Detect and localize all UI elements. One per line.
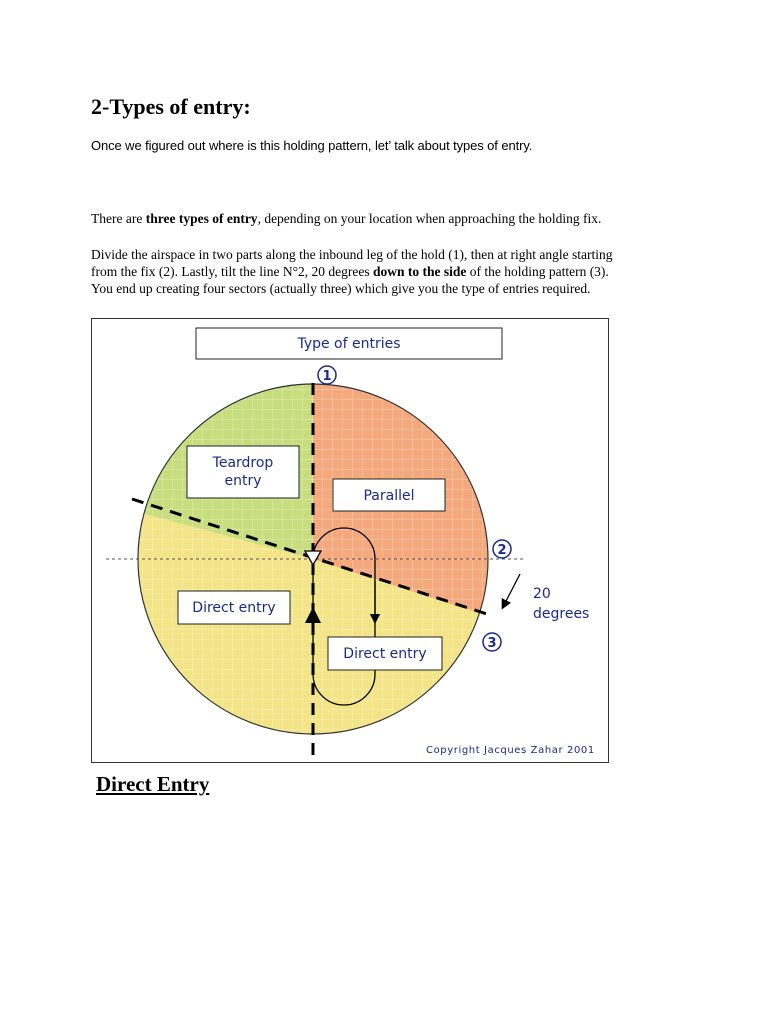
entry-diagram-svg	[92, 319, 608, 762]
angle-label-1: 20	[533, 586, 551, 602]
direct-right-label: Direct entry	[343, 646, 427, 662]
para2-line2-bold: down to the side	[372, 264, 467, 279]
copyright-text: Copyright Jacques Zahar 2001	[426, 745, 595, 756]
marker-3	[483, 633, 501, 651]
teardrop-label-1: Teardrop	[212, 455, 274, 471]
diagram-title: Type of entries	[297, 336, 401, 352]
paragraph-types	[91, 210, 601, 227]
teardrop-label-2: entry	[224, 473, 262, 489]
section-title: Direct Entry	[96, 772, 210, 796]
angle-label-2: degrees	[533, 606, 590, 622]
parallel-label: Parallel	[363, 488, 415, 504]
marker-2	[493, 540, 511, 558]
para2-line2-before: from the fix (2). Lastly, tilt the line N°2, 20 degrees	[91, 264, 373, 279]
para1-bold: three types of entry	[145, 211, 258, 226]
para2-line1: Divide the airspace in two parts along the inbound leg of the hold (1), then at right angle starting	[91, 247, 613, 262]
marker-1	[318, 366, 336, 384]
para2-line3: You end up creating four sectors (actually three) which give you the type of entries required.	[91, 281, 591, 296]
intro-text: Once we figured out where is this holding pattern, let’ talk about types of entry.	[91, 138, 533, 153]
direct-left-label: Direct entry	[192, 600, 276, 616]
page-heading: 2-Types of entry:	[91, 94, 251, 119]
para1-after: , depending on your location when approaching the holding fix.	[257, 211, 602, 226]
para2-line2-after: of the holding pattern (3).	[466, 264, 609, 279]
sectors	[92, 319, 608, 762]
para1-before: There are	[91, 211, 146, 226]
teardrop-box	[187, 446, 299, 498]
entry-diagram	[91, 318, 609, 763]
angle-arrow	[504, 574, 520, 605]
svg-text:2: 2	[497, 543, 507, 558]
svg-text:3: 3	[487, 636, 497, 651]
grid-overlay	[92, 319, 608, 762]
svg-text:1: 1	[322, 369, 332, 384]
paragraph-sectors	[91, 246, 613, 297]
